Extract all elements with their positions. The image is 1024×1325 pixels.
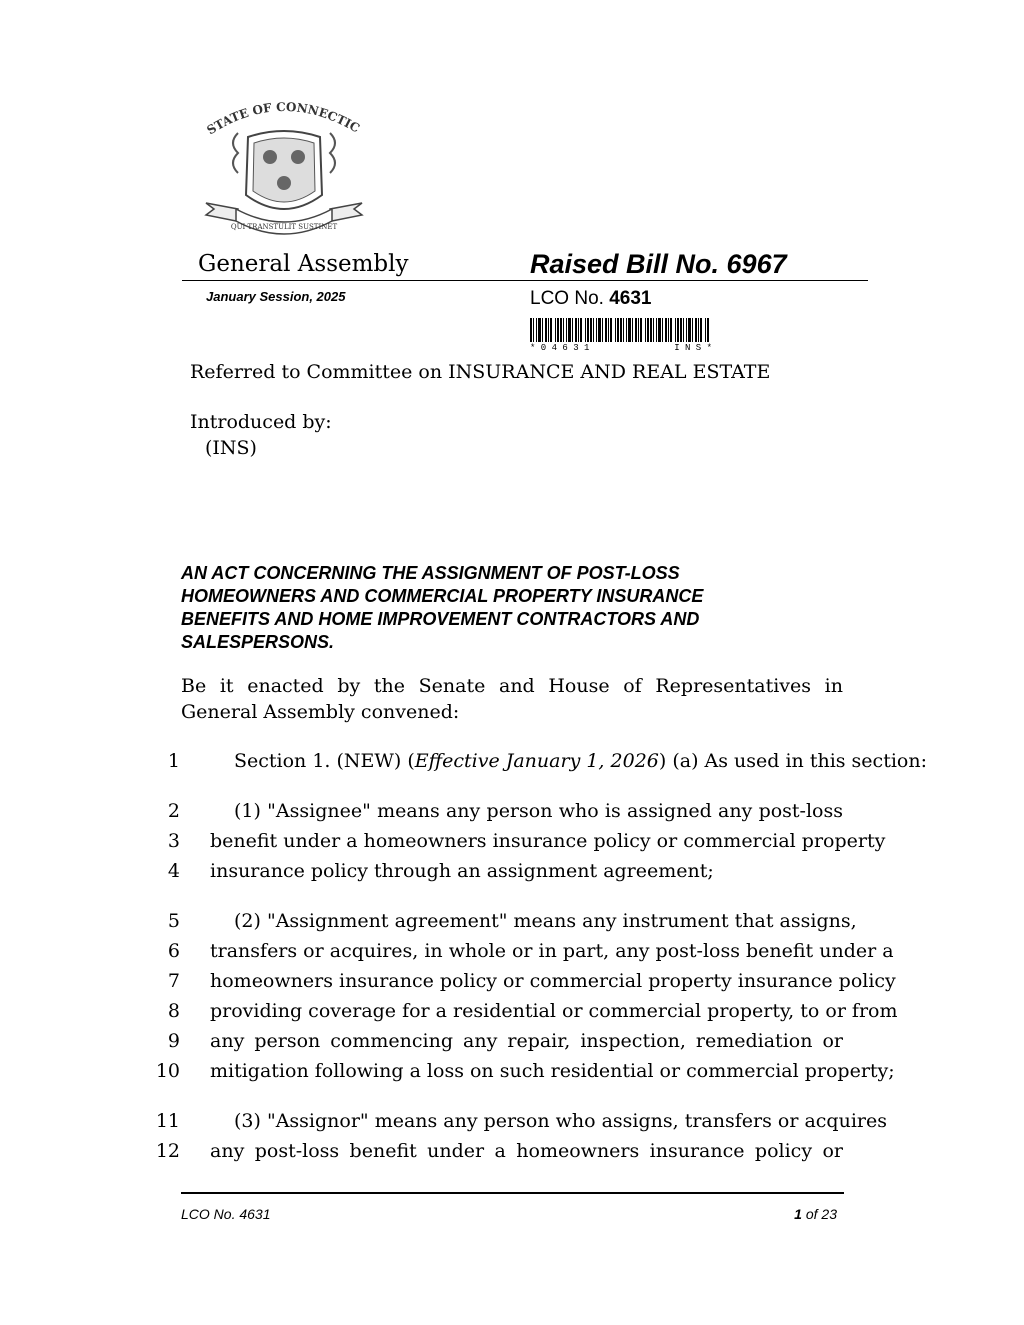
line-number: 5 — [167, 910, 180, 932]
barcode-text-left: * 0 4 6 3 1 — [530, 343, 590, 353]
barcode-bar — [698, 318, 699, 342]
seal-motto: QUI TRANSTULIT SUSTINET — [230, 223, 338, 231]
barcode-bar — [680, 318, 682, 342]
barcode-bar — [656, 318, 657, 342]
barcode-bar — [585, 318, 586, 342]
barcode-bar — [677, 318, 679, 342]
line-number: 9 — [167, 1030, 180, 1052]
lco-number — [530, 288, 651, 310]
text-line: providing coverage for a residential or commercial property, to or from — [210, 1000, 898, 1022]
page-total: of 23 — [805, 1206, 837, 1222]
barcode-bar — [692, 318, 693, 342]
text-line: homeowners insurance policy or commercial property insurance policy — [210, 970, 896, 992]
text-line: benefit under a homeowners insurance policy or commercial property — [210, 830, 886, 852]
text-line: (2) "Assignment agreement" means any instrument that assigns, — [234, 910, 857, 932]
line-number: 7 — [167, 970, 180, 992]
barcode-bar — [538, 318, 541, 342]
barcode-bar — [638, 318, 639, 342]
line-number: 2 — [167, 800, 180, 822]
barcode-bar — [575, 318, 577, 342]
page-counter — [700, 1206, 837, 1222]
barcode-bar — [572, 318, 573, 342]
barcode-bar — [610, 318, 612, 342]
line-number: 1 — [167, 750, 180, 772]
barcode-bar — [650, 318, 652, 342]
barcode-bar — [670, 318, 672, 342]
barcode-bar — [542, 318, 543, 342]
text-line: mitigation following a loss on such residential or commercial property; — [210, 1060, 895, 1082]
barcode-bar — [587, 318, 589, 342]
enacting-clause: Be it enacted by the Senate and House of Representatives in General Assembly convened: — [181, 675, 843, 723]
barcode-bar — [598, 318, 601, 342]
barcode-bar — [658, 318, 661, 342]
barcode-bar — [623, 318, 624, 342]
barcode-bar — [662, 318, 663, 342]
header-rule — [182, 280, 868, 281]
lco-label: LCO No. — [530, 288, 604, 309]
bill-number: Raised Bill No. 6967 — [530, 249, 787, 279]
lco-value: 4631 — [609, 288, 652, 309]
line-number: 6 — [167, 940, 180, 962]
sponsor: (INS) — [205, 437, 257, 459]
barcode-bar — [632, 318, 633, 342]
footer-rule — [181, 1192, 844, 1194]
effective-date: Effective January 1, 2026 — [414, 750, 659, 772]
barcode-bar — [536, 318, 537, 342]
barcode-bar — [548, 318, 549, 342]
text-line: transfers or acquires, in whole or in part, any post-loss benefit under a — [210, 940, 894, 962]
line-number: 8 — [167, 1000, 180, 1022]
barcode-bar — [555, 318, 556, 342]
barcode-bar — [705, 318, 706, 342]
barcode-bar — [675, 318, 676, 342]
text-line: (3) "Assignor" means any person who assigns, transfers or acquires — [234, 1110, 887, 1132]
line-number: 10 — [155, 1060, 180, 1082]
barcode-bar — [590, 318, 592, 342]
barcode-bar — [615, 318, 616, 342]
barcode-bar — [668, 318, 669, 342]
barcode-bar — [707, 318, 709, 342]
barcode-bar — [530, 318, 532, 342]
line-number: 11 — [155, 1110, 180, 1132]
barcode-text-right: I N S * — [674, 343, 712, 353]
page-number: 1 — [794, 1206, 802, 1222]
barcode-bar — [628, 318, 631, 342]
barcode-text — [530, 343, 712, 353]
barcode-bar — [608, 318, 609, 342]
barcode-bar — [580, 318, 582, 342]
barcode-bar — [683, 318, 684, 342]
barcode-bar — [665, 318, 667, 342]
barcode-bar — [617, 318, 619, 342]
session: January Session, 2025 — [206, 289, 346, 304]
committee-referral: Referred to Committee on INSURANCE AND REAL ESTATE — [190, 361, 771, 383]
barcode-bar — [550, 318, 552, 342]
barcode-bar — [578, 318, 579, 342]
text-line: (1) "Assignee" means any person who is assigned any post-loss — [234, 800, 843, 822]
general-assembly: General Assembly — [198, 251, 409, 277]
barcode-bar — [563, 318, 564, 342]
barcode-bar — [602, 318, 603, 342]
introduced-by-label: Introduced by: — [190, 411, 332, 433]
barcode-bar — [695, 318, 697, 342]
barcode-bar — [686, 318, 687, 342]
footer-lco: LCO No. 4631 — [181, 1206, 271, 1222]
state-seal — [198, 95, 370, 247]
barcode — [530, 318, 712, 342]
barcode-bar — [605, 318, 607, 342]
barcode-bar — [566, 318, 567, 342]
line-number: 4 — [167, 860, 180, 882]
barcode-bar — [533, 318, 534, 342]
section-heading — [234, 746, 927, 776]
text-line: insurance policy through an assignment agreement; — [210, 860, 714, 882]
barcode-bar — [620, 318, 622, 342]
barcode-bar — [557, 318, 559, 342]
barcode-bar — [645, 318, 646, 342]
barcode-bar — [626, 318, 627, 342]
barcode-bar — [647, 318, 649, 342]
barcode-bar — [635, 318, 637, 342]
line-number: 3 — [167, 830, 180, 852]
bill-title: AN ACT CONCERNING THE ASSIGNMENT OF POST-LOSS HOMEOWNERS AND COMMERCIAL PROPERTY INSURANCE BENEFITS AND HOME IMPROVEMENT CONTRACTORS AND SALESPERSONS. — [181, 563, 704, 652]
barcode-bar — [568, 318, 571, 342]
barcode-bar — [640, 318, 642, 342]
barcode-bar — [545, 318, 547, 342]
barcode-bar — [593, 318, 594, 342]
barcode-bar — [688, 318, 691, 342]
barcode-bar — [700, 318, 702, 342]
text-line: any post-loss benefit under a homeowners insurance policy or — [210, 1140, 843, 1162]
barcode-bar — [596, 318, 597, 342]
barcode-bar — [560, 318, 562, 342]
section-pre: Section 1. (NEW) ( — [234, 750, 415, 772]
barcode-bar — [653, 318, 654, 342]
text-line: any person commencing any repair, inspection, remediation or — [210, 1030, 843, 1052]
seal-text: STATE OF CONNECTIC — [204, 99, 363, 138]
section-post: ) (a) As used in this section: — [658, 750, 927, 772]
line-number: 12 — [155, 1140, 180, 1162]
